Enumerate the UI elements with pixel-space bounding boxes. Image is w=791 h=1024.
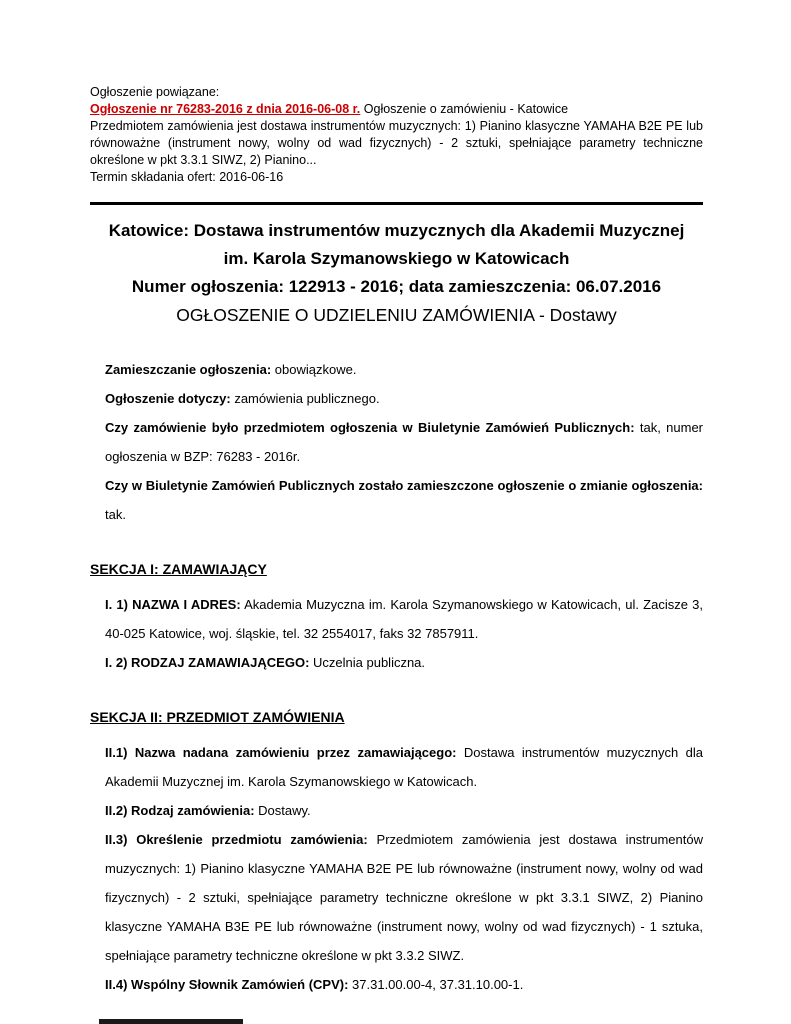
meta-item-label: Zamieszczanie ogłoszenia: bbox=[105, 362, 272, 377]
related-notice-link[interactable]: Ogłoszenie nr 76283-2016 z dnia 2016-06-08 r. bbox=[90, 102, 361, 116]
meta-item bbox=[105, 384, 703, 413]
related-description: Przedmiotem zamówienia jest dostawa instrumentów muzycznych: 1) Pianino klasyczne YAMAHA B2E PE lub równoważne (instrument nowy, wolny od wad fizycznych) - 2 sztuki, spełniające parametry techniczne określone w pkt 3.3.1 SIWZ, 2) Pianino... bbox=[90, 119, 703, 167]
document-content bbox=[90, 84, 703, 999]
section-heading-2: SEKCJA II: PRZEDMIOT ZAMÓWIENIA bbox=[90, 709, 345, 725]
meta-item-text: tak. bbox=[105, 507, 126, 522]
section-item-label: II.1) Nazwa nadana zamówieniu przez zamawiającego: bbox=[105, 745, 457, 760]
meta-item-text: tak, numer ogłoszenia w BZP: 76283 - 2016r. bbox=[105, 420, 703, 464]
section-item bbox=[105, 648, 703, 677]
section-item-text: Przedmiotem zamówienia jest dostawa instrumentów muzycznych: 1) Pianino klasyczne YAMAHA B2E PE lub równoważne (instrument nowy, wolny od wad fizycznych) - 2 sztuki, spełniające parametry techniczne określone w pkt 3.3.1 SIWZ, 2) Pianino klasyczne YAMAHA B3E PE lub równoważne (instrument nowy, wolny od wad fizycznych) - 1 sztuka, spełniające parametry techniczne określone w pkt 3.3.2 SIWZ. bbox=[105, 832, 703, 963]
meta-item-label: Czy zamówienie było przedmiotem ogłoszenia w Biuletynie Zamówień Publicznych: bbox=[105, 420, 635, 435]
meta-item-label: Ogłoszenie dotyczy: bbox=[105, 391, 231, 406]
section-item-text: Dostawa instrumentów muzycznych dla Akademii Muzycznej im. Karola Szymanowskiego w Katowicach. bbox=[105, 745, 703, 789]
meta-item-text: obowiązkowe. bbox=[271, 362, 357, 377]
document-title-line1: Katowice: Dostawa instrumentów muzycznych dla Akademii Muzycznej im. Karola Szymanowskiego w Katowicach bbox=[108, 221, 685, 268]
meta-item bbox=[105, 471, 703, 529]
section-item bbox=[105, 738, 703, 796]
section-item bbox=[105, 970, 703, 999]
meta-item bbox=[105, 413, 703, 471]
document-title-line2: Numer ogłoszenia: 122913 - 2016; data zamieszczenia: 06.07.2016 bbox=[131, 277, 662, 296]
related-notice-suffix: Ogłoszenie o zamówieniu - Katowice bbox=[360, 102, 569, 116]
section-item-text: Dostawy. bbox=[254, 803, 311, 818]
section-item-label: II.2) Rodzaj zamówienia: bbox=[105, 803, 255, 818]
next-page-preview bbox=[99, 1019, 243, 1024]
section-item-label: I. 1) NAZWA I ADRES: bbox=[105, 597, 241, 612]
section-item bbox=[105, 590, 703, 648]
related-deadline: Termin składania ofert: 2016-06-16 bbox=[90, 170, 284, 184]
section-heading-1: SEKCJA I: ZAMAWIAJĄCY bbox=[90, 561, 267, 577]
section-item bbox=[105, 825, 703, 970]
document-subtitle: OGŁOSZENIE O UDZIELENIU ZAMÓWIENIA - Dostawy bbox=[176, 305, 617, 325]
meta-item-text: zamówienia publicznego. bbox=[230, 391, 380, 406]
meta-block bbox=[90, 355, 703, 529]
section-item-text: 37.31.00.00-4, 37.31.10.00-1. bbox=[348, 977, 524, 992]
section-item-text: Uczelnia publiczna. bbox=[309, 655, 426, 670]
section-item-label: II.4) Wspólny Słownik Zamówień (CPV): bbox=[105, 977, 349, 992]
section-item-label: I. 2) RODZAJ ZAMAWIAJĄCEGO: bbox=[105, 655, 310, 670]
meta-item bbox=[105, 355, 703, 384]
section-item-label: II.3) Określenie przedmiotu zamówienia: bbox=[105, 832, 368, 847]
divider-rule bbox=[90, 202, 703, 205]
section-item bbox=[105, 796, 703, 825]
related-intro: Ogłoszenie powiązane: bbox=[90, 85, 220, 99]
related-notice-line bbox=[90, 101, 703, 118]
section-item-text: Akademia Muzyczna im. Karola Szymanowskiego w Katowicach, ul. Zacisze 3, 40-025 Katowice, woj. śląskie, tel. 32 2554017, faks 32 7857911. bbox=[105, 597, 703, 641]
meta-item-label: Czy w Biuletynie Zamówień Publicznych zostało zamieszczone ogłoszenie o zmianie ogłoszenia: bbox=[105, 478, 703, 493]
